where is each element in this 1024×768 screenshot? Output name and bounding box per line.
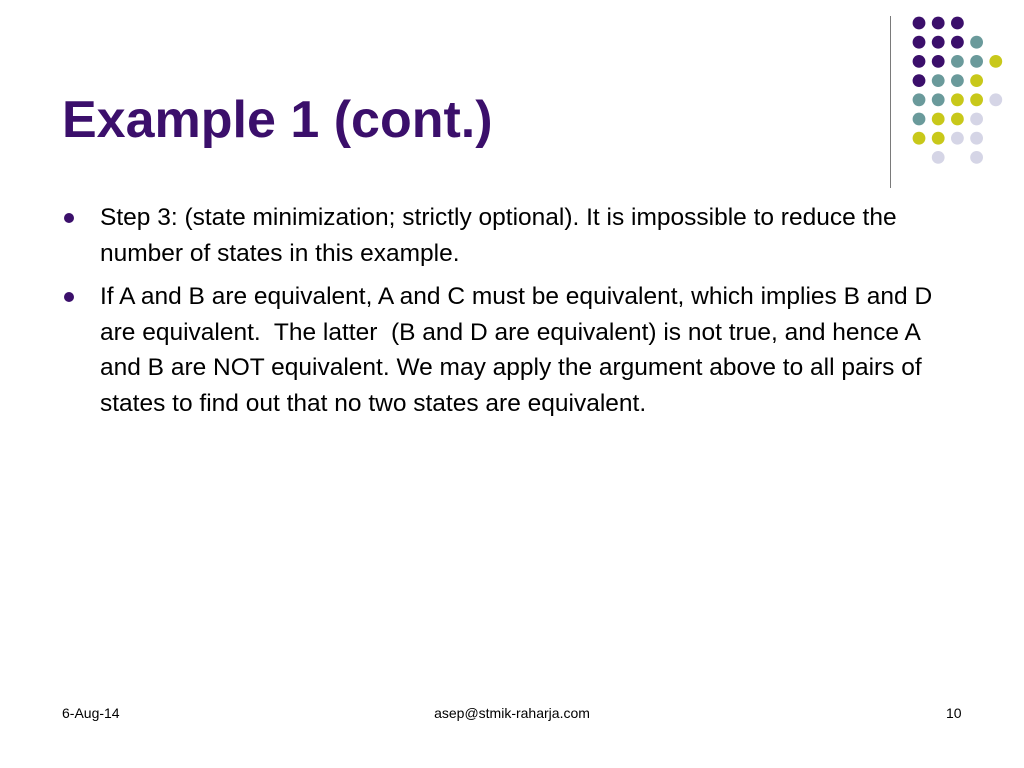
decorative-dot: [970, 151, 983, 164]
decorative-dot: [913, 113, 926, 126]
decorative-dot: [970, 132, 983, 145]
decorative-dot: [932, 36, 945, 49]
bullet-marker: [64, 213, 74, 223]
decorative-dot: [951, 74, 964, 87]
decorative-dot: [970, 55, 983, 68]
decorative-dot: [913, 36, 926, 49]
decorative-dot: [932, 93, 945, 106]
decorative-dot: [913, 55, 926, 68]
decorative-dot: [970, 113, 983, 126]
footer-email: asep@stmik-raharja.com: [434, 705, 590, 721]
bullet-list: [62, 200, 962, 429]
decorative-dot: [932, 55, 945, 68]
decorative-dot: [913, 132, 926, 145]
footer-page-number: 10: [946, 705, 962, 721]
footer-date: 6-Aug-14: [62, 705, 120, 721]
decorative-dot: [951, 93, 964, 106]
decorative-dot: [970, 93, 983, 106]
decorative-dot: [932, 17, 945, 30]
decorative-dot: [951, 113, 964, 126]
decorative-dot-grid: [0, 0, 1024, 200]
bullet-item: [62, 200, 962, 271]
bullet-text: If A and B are equivalent, A and C must be equivalent, which implies B and D are equivalent. The latter (B and D are equivalent) is not true, and hence A and B are NOT equivalent. We may apply the argument above to all pairs of states to find out that no two states are equivalent.: [100, 283, 939, 417]
decorative-dot: [932, 113, 945, 126]
bullet-marker: [64, 292, 74, 302]
decorative-dot: [932, 74, 945, 87]
decorative-dot: [989, 93, 1002, 106]
decorative-dot: [951, 36, 964, 49]
decorative-dot: [989, 55, 1002, 68]
decorative-dot: [913, 17, 926, 30]
bullet-text: Step 3: (state minimization; strictly optional). It is impossible to reduce the number of states in this example.: [100, 204, 904, 267]
slide-title: Example 1 (cont.): [62, 91, 493, 149]
decorative-dot: [913, 74, 926, 87]
decorative-dot: [932, 132, 945, 145]
decorative-dot: [913, 93, 926, 106]
decorative-dot: [951, 132, 964, 145]
decorative-dot: [932, 151, 945, 164]
bullet-item: [62, 279, 962, 421]
decorative-dot: [970, 36, 983, 49]
decorative-dot: [951, 55, 964, 68]
decorative-dot: [970, 74, 983, 87]
decorative-dot: [951, 17, 964, 30]
